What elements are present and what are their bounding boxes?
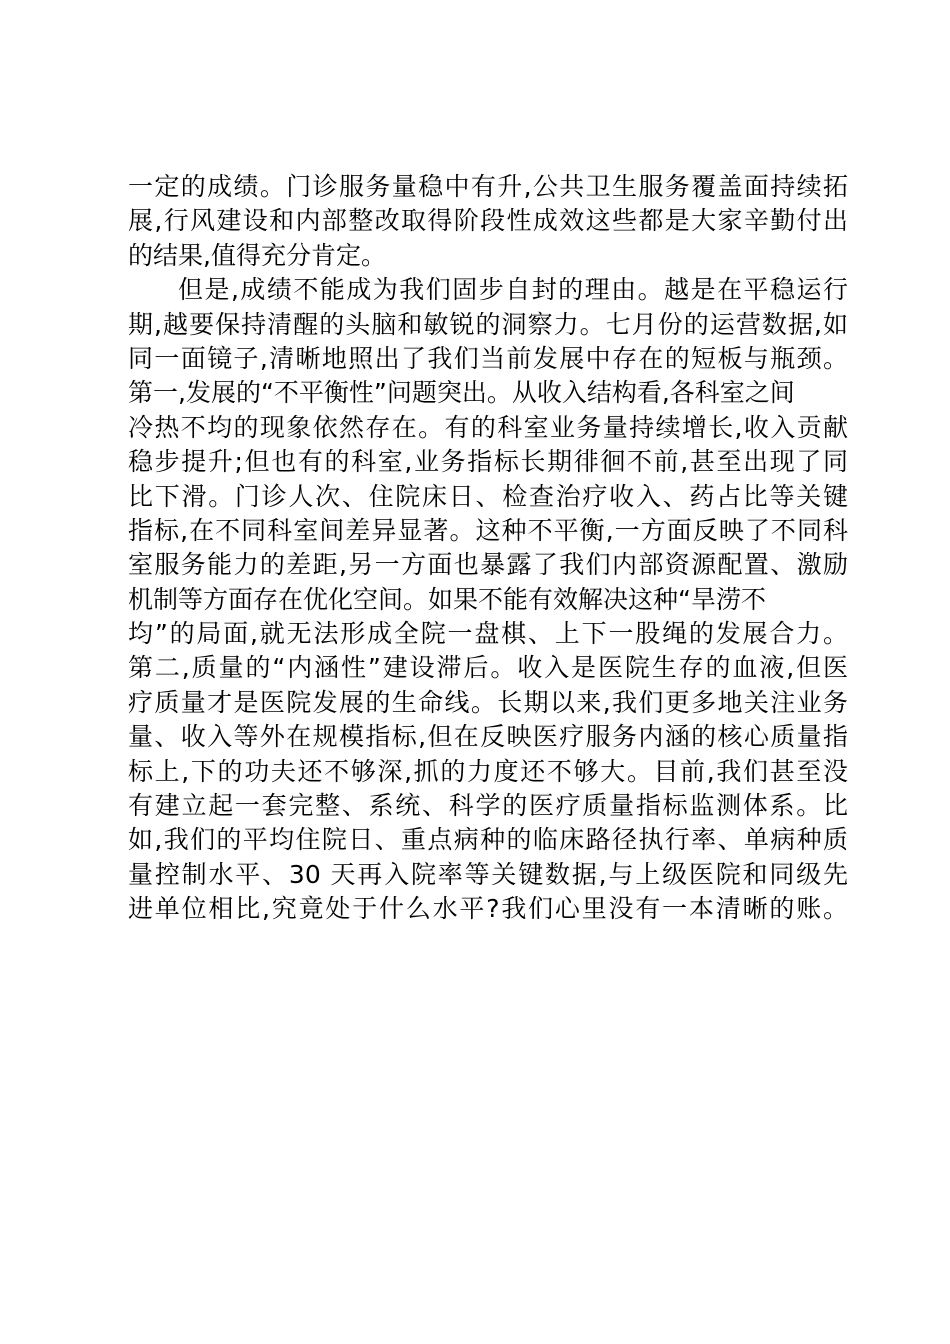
text-line-7: 第一,发展的“不平衡性”问题突出。从收入结构看,各科室之间	[128, 378, 795, 408]
text-line-17: 量、收入等外在规模指标,但在反映医疗服务内涵的核心质量指	[128, 722, 848, 752]
text-line-16: 疗质量才是医院发展的生命线。长期以来,我们更多地关注业务	[128, 687, 848, 717]
text-line-13: 机制等方面存在优化空间。如果不能有效解决这种“旱涝不	[128, 584, 766, 614]
text-line-3: 的结果,值得充分肯定。	[128, 240, 386, 270]
text-line-1: 一定的成绩。门诊服务量稳中有升,公共卫生服务覆盖面持续拓	[128, 172, 848, 201]
text-line-10: 比下滑。门诊人次、住院床日、检查治疗收入、药占比等关键	[128, 481, 848, 511]
text-line-2: 展,行风建设和内部整改取得阶段性成效这些都是大家辛勤付出	[128, 206, 848, 236]
text-line-9: 稳步提升;但也有的科室,业务指标长期徘徊不前,甚至出现了同	[128, 447, 848, 477]
text-line-14: 均”的局面,就无法形成全院一盘棋、上下一股绳的发展合力。	[128, 619, 848, 649]
text-line-6: 同一面镜子,清晰地照出了我们当前发展中存在的短板与瓶颈。	[128, 343, 848, 373]
text-line-15: 第二,质量的“内涵性”建设滞后。收入是医院生存的血液,但医	[128, 653, 848, 683]
text-line-19: 有建立起一套完整、系统、科学的医疗质量指标监测体系。比	[128, 791, 848, 821]
text-line-8: 冷热不均的现象依然存在。有的科室业务量持续增长,收入贡献	[128, 412, 848, 442]
text-line-22: 进单位相比,究竟处于什么水平?我们心里没有一本清晰的账。	[128, 894, 848, 924]
text-line-12: 室服务能力的差距,另一方面也暴露了我们内部资源配置、激励	[128, 550, 848, 580]
text-line-5: 期,越要保持清醒的头脑和敏锐的洞察力。七月份的运营数据,如	[128, 309, 848, 339]
text-line-11: 指标,在不同科室间差异显著。这种不平衡,一方面反映了不同科	[128, 515, 848, 545]
text-line-20: 如,我们的平均住院日、重点病种的临床路径执行率、单病种质	[128, 825, 848, 855]
text-line-18: 标上,下的功夫还不够深,抓的力度还不够大。目前,我们甚至没	[128, 756, 848, 786]
text-line-4: 但是,成绩不能成为我们固步自封的理由。越是在平稳运行	[178, 275, 848, 305]
text-line-21: 量控制水平、30 天再入院率等关键数据,与上级医院和同级先	[128, 859, 848, 889]
body-text	[128, 170, 848, 927]
